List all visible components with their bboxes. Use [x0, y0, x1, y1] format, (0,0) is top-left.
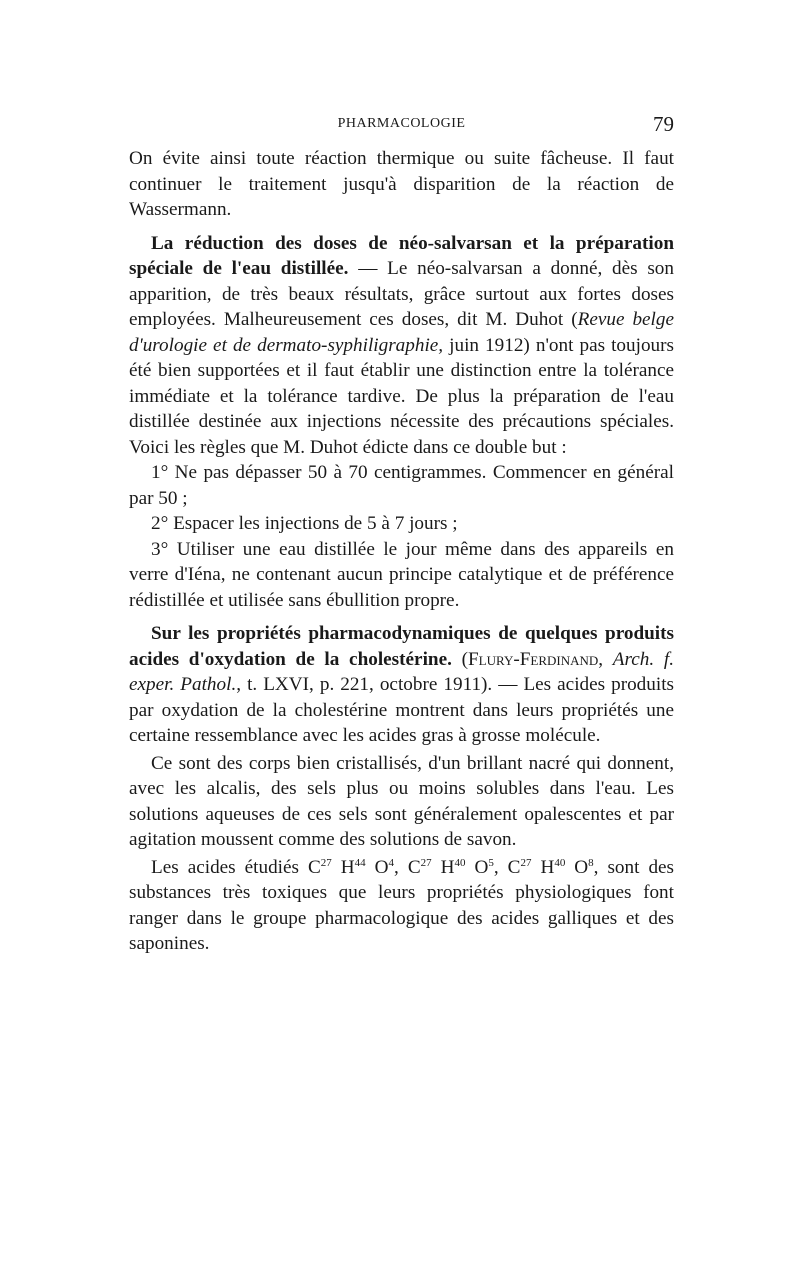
element-symbol: C — [407, 856, 421, 878]
element-symbol: H — [431, 856, 455, 878]
atom-count: 8 — [588, 856, 594, 869]
atom-count: 27 — [320, 856, 332, 869]
paragraph-text: Les acides étudiés — [151, 856, 308, 878]
paragraph-text: , t. LXVI, p. 221, octobre 1911). — Les acides produits par oxydation de la cholestérine montrent dans leurs propriétés une certaine ressemblance avec les acides gras à grosse molécule. — [129, 674, 675, 746]
journal-citation: Arch. f. exper. Pathol. — [129, 648, 674, 695]
atom-count: 27 — [420, 856, 432, 869]
section-heading-cholesterine: Sur les propriétés pharmacodynamiques de quelques produits acides d'oxydation de la cholestérine. — [129, 623, 674, 670]
rule-item-2: 2° Espacer les injections de 5 à 7 jours ; — [151, 513, 458, 534]
paragraph-neo-salvarsan — [129, 231, 674, 461]
paragraph-cholesterine — [129, 621, 674, 749]
rule-item-3: 3° Utiliser une eau distillée le jour même dans des appareils en verre d'Iéna, ne contenant aucun principe catalytique et de préférence rédistillée et utilisée sans ébullition propre. — [129, 538, 674, 611]
running-head: PHARMACOLOGIE — [337, 116, 466, 131]
rule-item-1: 1° Ne pas dépasser 50 à 70 centigrammes. Commencer en général par 50 ; — [129, 462, 674, 509]
chemical-formula-2 — [408, 857, 494, 878]
journal-citation: Revue belge d'urologie et de dermato-syphiligraphie, — [129, 309, 674, 356]
body-text — [129, 146, 674, 957]
atom-count: 40 — [454, 856, 466, 869]
element-symbol: H — [531, 856, 555, 878]
paragraph-wassermann: On évite ainsi toute réaction thermique ou suite fâcheuse. Il faut continuer le traitement jusqu'à disparition de la réaction de Wassermann. — [129, 148, 674, 220]
page-number: 79 — [653, 112, 674, 136]
element-symbol: C — [507, 856, 521, 878]
atom-count: 4 — [388, 856, 395, 869]
atom-count: 44 — [354, 856, 366, 869]
chemical-formula-1 — [308, 857, 394, 878]
author-citation: Flury-Ferdinand — [467, 648, 599, 670]
formula-separator: , — [394, 856, 408, 878]
paragraph-text: ( — [451, 648, 468, 670]
paragraph-text: juin 1912) n'ont pas toujours été bien supportées et il faut établir une distinction entre la tolérance immédiate et la tolérance tardive. De plus la préparation de l'eau distillée destinée aux injections nécessite des précautions spéciales. Voici les règles que M. Duhot édicte dans ce double but : — [129, 334, 674, 458]
chemical-formula-3 — [508, 857, 594, 878]
element-symbol: O — [465, 856, 489, 878]
book-page — [129, 110, 674, 957]
element-symbol: O — [565, 856, 589, 878]
paragraph-acids — [129, 855, 674, 957]
atom-count: 27 — [520, 856, 532, 869]
paragraph-text: , — [598, 648, 613, 670]
atom-count: 40 — [554, 856, 566, 869]
paragraph-text: , sont des substances très toxiques que leurs propriétés physiologiques font ranger dans le groupe pharmacologique des acides galliques et des saponines. — [129, 856, 675, 954]
paragraph-text: — Le néo-salvarsan a donné, dès son apparition, de très beaux résultats, grâce surtout aux fortes doses employées. Malheureusement ces doses, dit M. Duhot ( — [129, 258, 674, 330]
section-heading-neo-salvarsan: La réduction des doses de néo-salvarsan et la préparation spéciale de l'eau distillée. — [129, 232, 674, 279]
element-symbol: C — [307, 856, 321, 878]
element-symbol: O — [365, 856, 389, 878]
page-header — [129, 110, 674, 142]
atom-count: 5 — [488, 856, 494, 869]
formula-separator: , — [493, 856, 508, 878]
element-symbol: H — [331, 856, 355, 878]
paragraph-crystals: Ce sont des corps bien cristallisés, d'un brillant nacré qui donnent, avec les alcalis, des sels plus ou moins solubles dans l'eau. Les solutions aqueuses de ces sels sont généralement opalescentes et par agitation moussent comme des solutions de savon. — [129, 752, 674, 850]
